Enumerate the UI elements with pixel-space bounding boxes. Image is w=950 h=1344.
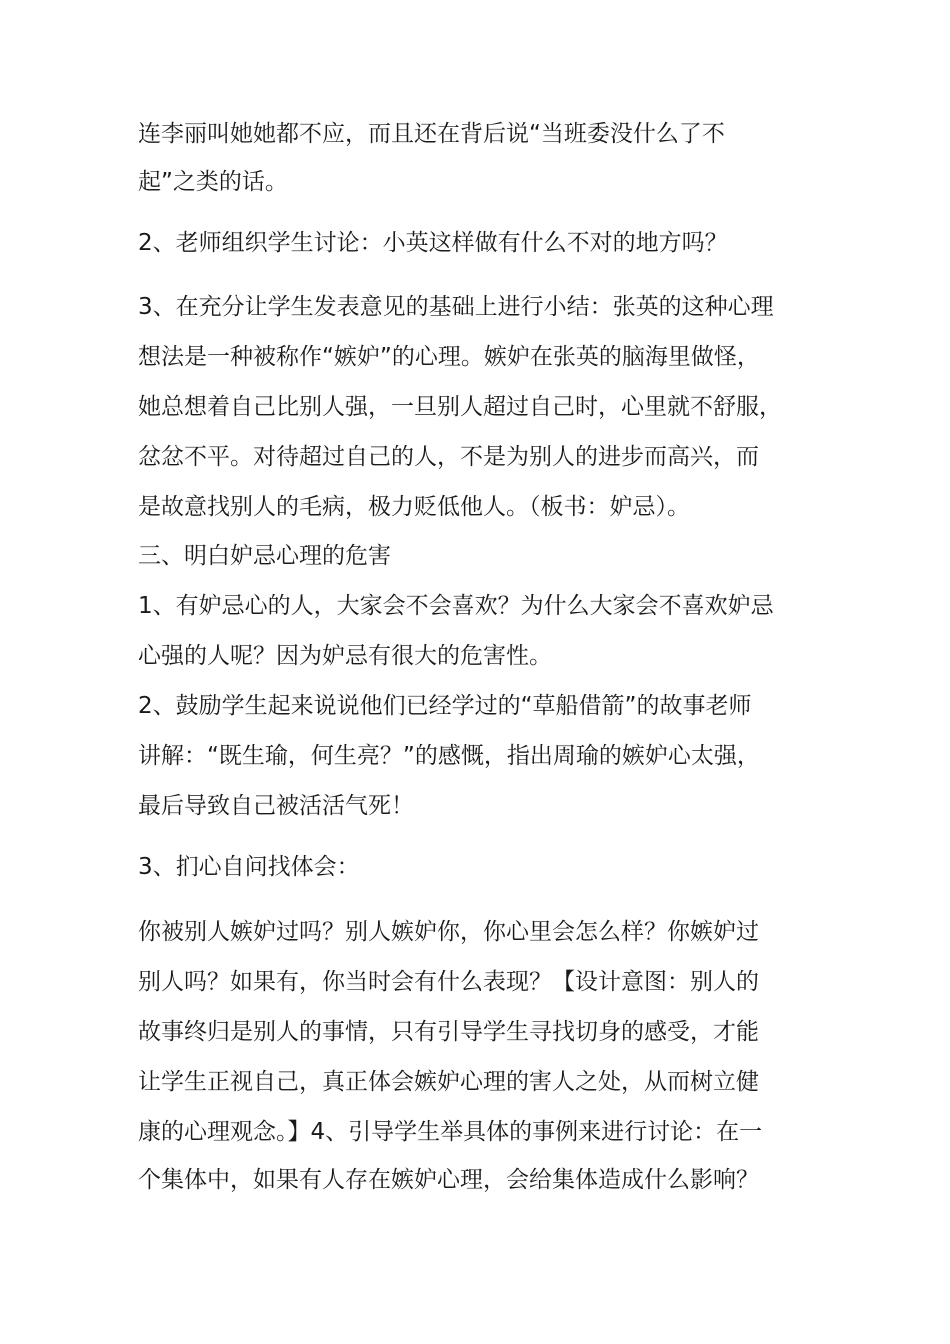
text-line: 个集体中，如果有人存在嫉妒心理，会给集体造成什么影响？ bbox=[138, 1167, 759, 1193]
text-line: 2、鼓励学生起来说说他们已经学过的“草船借箭”的故事老师 bbox=[138, 693, 752, 719]
text-line: 想法是一种被称作“嫉妒”的心理。嫉妒在张英的脑海里做怪， bbox=[138, 344, 760, 370]
text-line: 她总想着自己比别人强，一旦别人超过自己时，心里就不舒服， bbox=[138, 394, 782, 420]
text-line: 连李丽叫她她都不应，而且还在背后说“当班委没什么了不 bbox=[138, 121, 725, 147]
text-line: 是故意找别人的毛病，极力贬低他人。（板书：妒忌）。 bbox=[138, 494, 690, 520]
section-heading: 三、明白妒忌心理的危害 bbox=[138, 543, 391, 569]
text-line: 忿忿不平。对待超过自己的人，不是为别人的进步而高兴，而 bbox=[138, 444, 759, 470]
text-line: 故事终归是别人的事情，只有引导学生寻找切身的感受，才能 bbox=[138, 1019, 759, 1045]
text-line: 3、在充分让学生发表意见的基础上进行小结：张英的这种心理 bbox=[138, 294, 774, 320]
text-line: 心强的人呢？因为妒忌有很大的危害性。 bbox=[138, 643, 552, 669]
text-line: 2、老师组织学生讨论：小英这样做有什么不对的地方吗？ bbox=[138, 230, 728, 256]
text-line: 3、扪心自问找体会： bbox=[138, 854, 360, 880]
text-line: 起”之类的话。 bbox=[138, 169, 288, 195]
text-line: 你被别人嫉妒过吗？别人嫉妒你，你心里会怎么样？你嫉妒过 bbox=[138, 919, 759, 945]
text-line: 康的心理观念。】4、引导学生举具体的事例来进行讨论：在一 bbox=[138, 1119, 763, 1145]
text-line: 让学生正视自己，真正体会嫉妒心理的害人之处，从而树立健 bbox=[138, 1069, 759, 1095]
text-line: 讲解：“既生瑜，何生亮？”的感慨，指出周瑜的嫉妒心太强， bbox=[138, 743, 760, 769]
text-line: 1、有妒忌心的人，大家会不会喜欢？为什么大家会不喜欢妒忌 bbox=[138, 593, 774, 619]
text-line: 别人吗？如果有，你当时会有什么表现？【设计意图：别人的 bbox=[138, 969, 759, 995]
text-line: 最后导致自己被活活气死！ bbox=[138, 793, 414, 819]
